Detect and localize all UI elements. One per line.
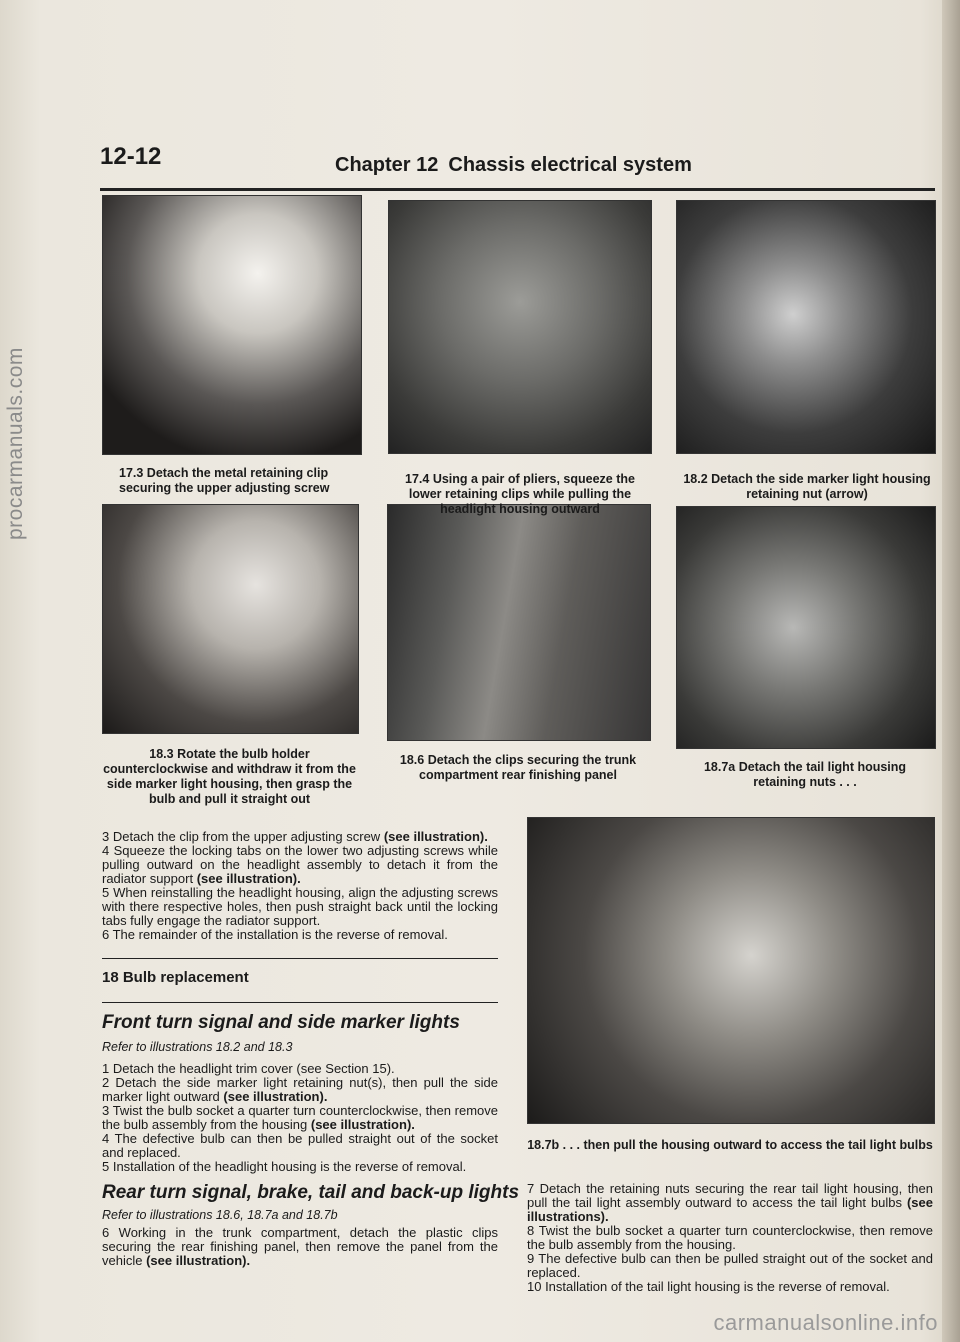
photo-18-2	[676, 200, 936, 454]
step-17-4: 4 Squeeze the locking tabs on the lower two adjusting screws while pulling outward on the headlight assembly to detach it from the radiator support (see illustration).	[102, 843, 498, 886]
section-rule-bottom	[102, 1002, 498, 1003]
rear-step-6: 6 Working in the trunk compartment, detach the plastic clips securing the rear finishing panel, then remove the panel from the vehicle (see illustration).	[102, 1225, 498, 1268]
chapter-title: Chassis electrical system	[448, 154, 692, 176]
step-17-3: 3 Detach the clip from the upper adjusting screw (see illustration).	[102, 829, 488, 844]
caption-17-4: 17.4 Using a pair of pliers, squeeze the lower retaining clips while pulling the headlight housing outward	[405, 472, 635, 516]
chapter-header	[335, 154, 692, 177]
step-17-5: 5 When reinstalling the headlight housing, align the adjusting screws with there respective holes, then push straight back until the locking tabs fully engage the radiator support.	[102, 885, 498, 928]
caption-17-3: 17.3 Detach the metal retaining clip securing the upper adjusting screw	[119, 466, 330, 495]
photo-18-7a	[676, 506, 936, 749]
section-17-steps	[102, 830, 498, 942]
side-watermark: procarmanuals.com	[4, 347, 27, 540]
front-step-2: 2 Detach the side marker light retaining nut(s), then pull the side marker light outward (see illustration).	[102, 1075, 498, 1104]
caption-18-3: 18.3 Rotate the bulb holder counterclockwise and withdraw it from the side marker light housing, then grasp the bulb and pull it straight out	[103, 747, 356, 806]
front-refer: Refer to illustrations 18.2 and 18.3	[102, 1040, 293, 1054]
rear-refer: Refer to illustrations 18.6, 18.7a and 18.7b	[102, 1208, 338, 1222]
front-lights-heading: Front turn signal and side marker lights	[102, 1012, 460, 1033]
front-step-5: 5 Installation of the headlight housing is the reverse of removal.	[102, 1159, 467, 1174]
photo-18-6	[387, 504, 651, 741]
section-18-title: 18 Bulb replacement	[102, 969, 249, 986]
bottom-watermark: carmanualsonline.info	[713, 1310, 938, 1335]
rear-step-10: 10 Installation of the tail light housing is the reverse of removal.	[527, 1279, 890, 1294]
front-step-4: 4 The defective bulb can then be pulled straight out of the socket and replaced.	[102, 1131, 498, 1160]
rear-steps-left	[102, 1226, 498, 1268]
front-step-3: 3 Twist the bulb socket a quarter turn counterclockwise, then remove the bulb assembly from the housing (see illustration).	[102, 1103, 498, 1132]
front-step-1: 1 Detach the headlight trim cover (see Section 15).	[102, 1061, 395, 1076]
caption-18-7b: 18.7b . . . then pull the housing outward to access the tail light bulbs	[527, 1138, 933, 1152]
page-binding-edge	[942, 0, 960, 1342]
header-rule	[100, 188, 935, 191]
caption-18-6: 18.6 Detach the clips securing the trunk compartment rear finishing panel	[399, 753, 637, 782]
photo-18-3	[102, 504, 359, 734]
photo-17-3	[102, 195, 362, 455]
section-rule-top	[102, 958, 498, 959]
photo-18-7b	[527, 817, 935, 1124]
chapter-number: Chapter 12	[335, 154, 439, 176]
caption-18-2: 18.2 Detach the side marker light housing retaining nut (arrow)	[683, 472, 931, 501]
photo-17-4	[388, 200, 652, 454]
caption-18-7a: 18.7a Detach the tail light housing retaining nuts . . .	[703, 760, 907, 789]
rear-steps-right	[527, 1182, 933, 1294]
rear-step-8: 8 Twist the bulb socket a quarter turn counterclockwise, then remove the bulb assembly from the housing.	[527, 1223, 933, 1252]
rear-step-9: 9 The defective bulb can then be pulled straight out of the socket and replaced.	[527, 1251, 933, 1280]
rear-step-7: 7 Detach the retaining nuts securing the rear tail light housing, then pull the tail light assembly outward to access the tail light bulbs (see illustrations).	[527, 1181, 933, 1224]
page-number: 12-12	[100, 143, 162, 170]
front-steps	[102, 1062, 498, 1174]
rear-lights-heading: Rear turn signal, brake, tail and back-up lights	[102, 1182, 520, 1203]
step-17-6: 6 The remainder of the installation is the reverse of removal.	[102, 927, 448, 942]
